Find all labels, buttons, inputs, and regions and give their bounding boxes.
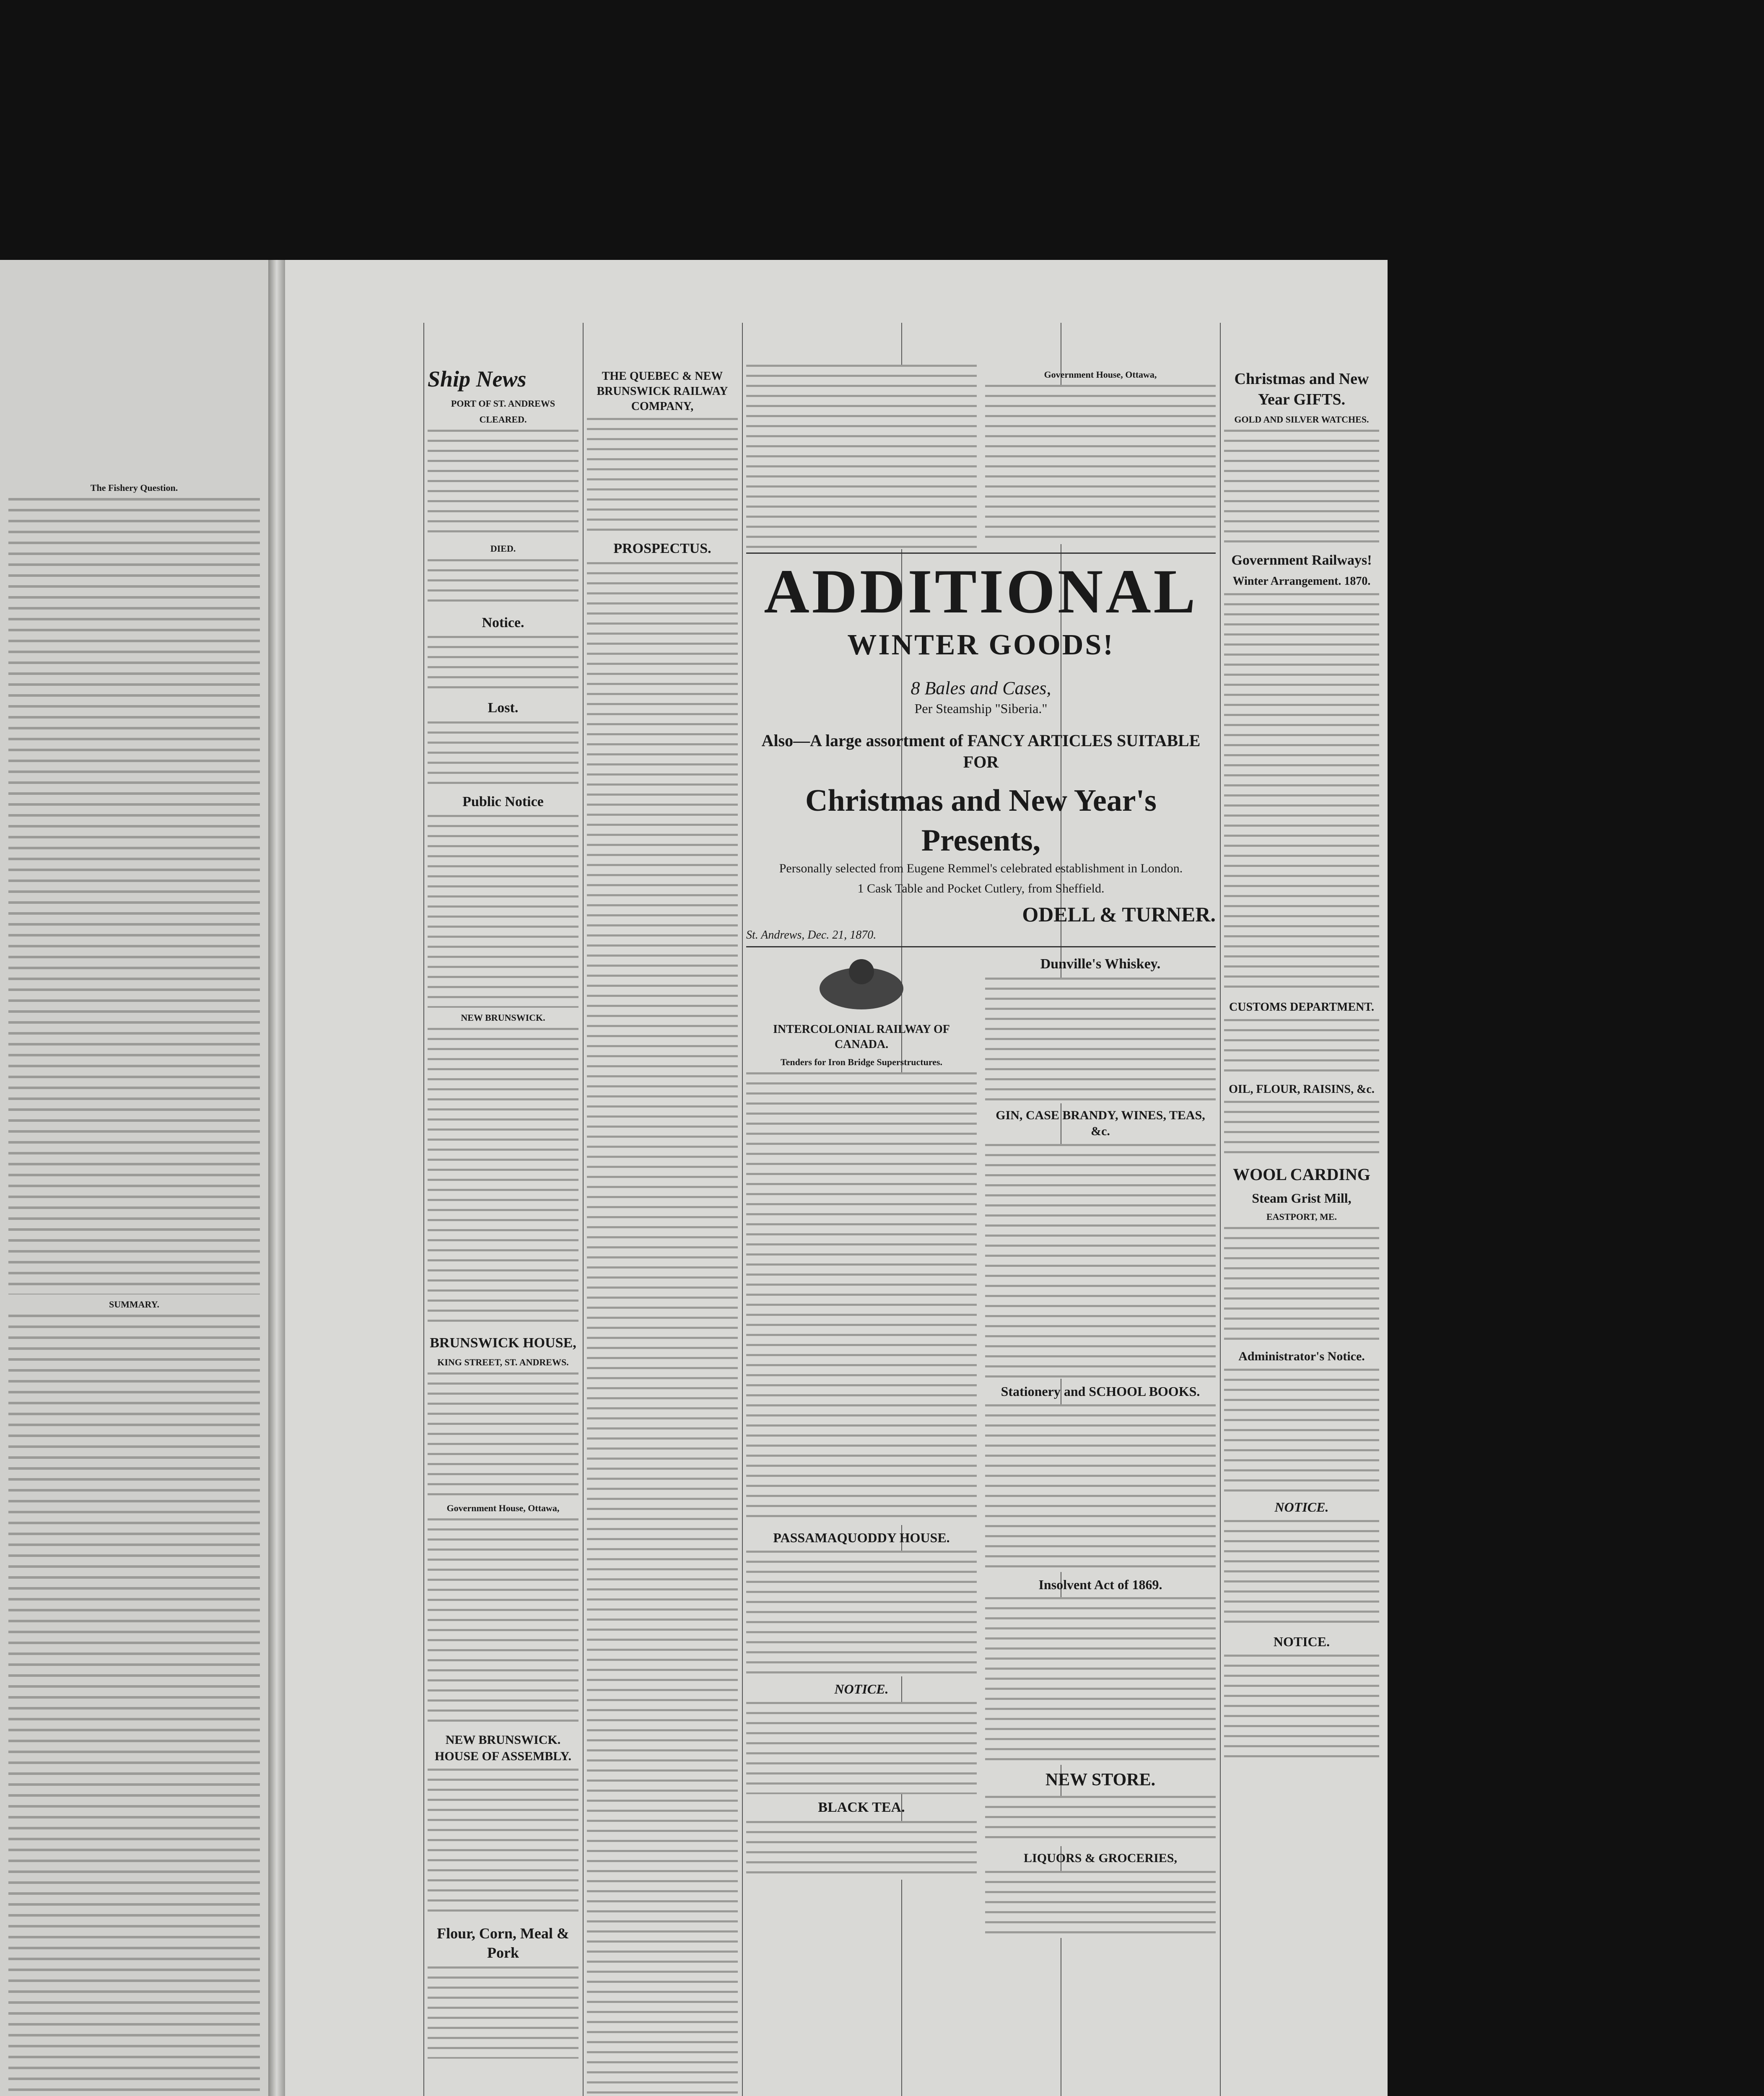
newspaper-sheet — [0, 260, 1388, 2096]
tenders-heading: Tenders for Iron Bridge Superstructures. — [780, 1056, 943, 1067]
flour-heading: Flour, Corn, Meal & Pork — [437, 1925, 569, 1961]
text-block — [746, 1072, 977, 1525]
text-block — [428, 559, 578, 610]
text-block — [587, 562, 738, 2096]
winter-arrangement-heading: Winter Arrangement. 1870. — [1232, 574, 1371, 588]
column-rule — [423, 323, 424, 2096]
text-block — [1224, 1101, 1379, 1160]
rule — [746, 946, 1216, 947]
text-block — [746, 1702, 977, 1794]
bales-line: 8 Bales and Cases, — [911, 677, 1051, 698]
main-page — [285, 260, 1388, 2096]
steamship-line: Per Steamship "Siberia." — [914, 700, 1048, 716]
text-block — [428, 636, 578, 695]
oil-heading: OIL, FLOUR, RAISINS, &c. — [1229, 1082, 1375, 1096]
text-block — [746, 1821, 977, 1880]
passamaquoddy-heading: PASSAMAQUODDY HOUSE. — [773, 1530, 950, 1546]
insolvent-heading: Insolvent Act of 1869. — [1038, 1577, 1162, 1592]
prospectus-heading: PROSPECTUS. — [613, 541, 711, 557]
cutlery-line: 1 Cask Table and Pocket Cutlery, from Sheffield. — [857, 882, 1105, 896]
text-block — [587, 418, 738, 535]
gov-house-heading-2: Government House, Ottawa, — [1044, 369, 1157, 380]
text-block — [428, 1518, 578, 1728]
cleared-label: CLEARED. — [479, 414, 527, 425]
text-block — [985, 1796, 1216, 1846]
notice-heading-3: NOTICE. — [1274, 1499, 1329, 1515]
crest-emblem — [746, 951, 977, 1018]
column-rule — [583, 323, 584, 2096]
crest-icon — [813, 955, 910, 1014]
left-heading: The Fishery Question. — [90, 482, 178, 493]
summary-heading: SUMMARY. — [109, 1299, 160, 1310]
page-fold — [268, 260, 285, 2096]
earnings-table — [746, 365, 977, 549]
steam-mill-heading: Steam Grist Mill, — [1252, 1190, 1352, 1206]
place-date: St. Andrews, Dec. 21, 1870. — [746, 929, 877, 942]
new-store-heading: NEW STORE. — [1045, 1770, 1156, 1790]
black-tea-heading: BLACK TEA. — [818, 1800, 905, 1815]
text-block — [985, 978, 1216, 1103]
left-column — [8, 327, 260, 2096]
notice-heading-2: NOTICE. — [834, 1681, 889, 1697]
rule — [746, 553, 1216, 554]
text-block — [1224, 430, 1379, 547]
railway-column — [587, 365, 738, 2096]
port-label: PORT OF ST. ANDREWS — [451, 398, 555, 409]
text-block — [428, 1372, 578, 1498]
text-block — [985, 1871, 1216, 1938]
additional-heading: ADDITIONAL — [764, 557, 1198, 626]
text-block — [428, 1769, 578, 1920]
administrator-notice-heading: Administrator's Notice. — [1238, 1349, 1365, 1363]
text-block — [985, 1144, 1216, 1379]
stationery-heading: Stationery and SCHOOL BOOKS. — [1001, 1383, 1200, 1399]
text-block — [746, 1551, 977, 1676]
gov-house-heading: Government House, Ottawa, — [446, 1502, 560, 1513]
selected-line: Personally selected from Eugene Remmel's celebrated establishment in London. — [779, 861, 1183, 875]
text-block — [428, 815, 578, 1008]
notice-heading: Notice. — [482, 615, 524, 630]
king-street-label: KING STREET, ST. ANDREWS. — [437, 1357, 569, 1367]
text-block — [428, 721, 578, 789]
new-brunswick-heading: NEW BRUNSWICK. — [461, 1012, 545, 1023]
intercolonial-heading: INTERCOLONIAL RAILWAY OF CANADA. — [773, 1023, 950, 1051]
liquor-ads-col — [985, 951, 1216, 1938]
firm-name: ODELL & TURNER. — [1022, 903, 1216, 926]
column-rule — [1220, 323, 1221, 2096]
fancy-articles: Also—A large assortment of FANCY ARTICLES SUITABLE FOR — [761, 731, 1201, 772]
text-block — [985, 1597, 1216, 1765]
customs-heading: CUSTOMS DEPARTMENT. — [1229, 1000, 1374, 1014]
wool-carding-heading: WOOL CARDING — [1233, 1165, 1370, 1184]
railway-company-heading: THE QUEBEC & NEW BRUNSWICK RAILWAY COMPANY, — [597, 370, 728, 413]
gov-railways-heading: Government Railways! — [1231, 553, 1372, 568]
eastport-label: EASTPORT, ME. — [1266, 1211, 1337, 1222]
notice-heading-4: NOTICE. — [1273, 1634, 1330, 1650]
text-block — [1224, 1369, 1379, 1494]
public-notice-heading: Public Notice — [462, 794, 544, 809]
column-rule — [742, 323, 743, 2096]
text-block — [1224, 1019, 1379, 1078]
railway-tender-col — [746, 951, 977, 1938]
gifts-column — [1224, 365, 1379, 1764]
text-block — [428, 1966, 578, 2059]
text-block — [428, 430, 578, 539]
text-block — [1224, 593, 1379, 996]
dunville-heading: Dunville's Whiskey. — [1040, 956, 1161, 972]
christmas-gifts-heading: Christmas and New Year GIFTS. — [1234, 370, 1369, 408]
gov-notice — [985, 365, 1216, 549]
text-block — [428, 1028, 578, 1330]
text-block — [985, 1404, 1216, 1572]
gin-heading: GIN, CASE BRANDY, WINES, TEAS, &c. — [996, 1108, 1205, 1139]
left-text-block — [8, 498, 260, 1294]
winter-goods-heading: WINTER GOODS! — [847, 629, 1115, 661]
gold-watches-label: GOLD AND SILVER WATCHES. — [1234, 414, 1369, 425]
center-ads — [746, 365, 1216, 1938]
text-block — [1224, 1227, 1379, 1344]
liquors-heading: LIQUORS & GROCERIES, — [1024, 1851, 1177, 1865]
christmas-presents-heading: Christmas and New Year's Presents, — [805, 783, 1157, 858]
brunswick-house-heading: BRUNSWICK HOUSE, — [430, 1335, 576, 1351]
lost-heading: Lost. — [488, 700, 519, 716]
died-label: DIED. — [490, 543, 516, 554]
ship-news-title: Ship News — [428, 366, 527, 392]
assembly-heading: NEW BRUNSWICK. HOUSE OF ASSEMBLY. — [435, 1733, 571, 1763]
text-block — [1224, 1655, 1379, 1764]
text-block — [985, 385, 1216, 544]
text-block — [1224, 1520, 1379, 1629]
ship-news-column — [428, 365, 578, 2059]
left-text-block-2 — [8, 1315, 260, 2096]
